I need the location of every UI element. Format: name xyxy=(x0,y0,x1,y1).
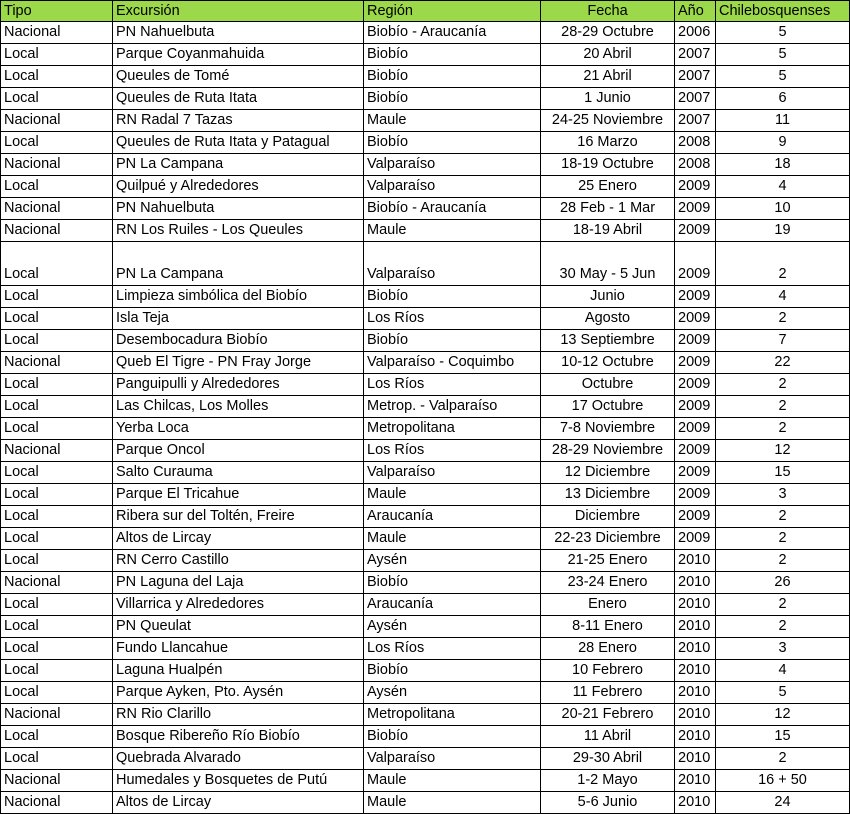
cell-excursion: RN Cerro Castillo xyxy=(113,550,364,572)
cell-fecha: Diciembre xyxy=(541,506,675,528)
table-row xyxy=(1,506,850,528)
cell-region: Los Ríos xyxy=(364,440,541,462)
cell-chilebosquenses: 16 + 50 xyxy=(716,770,850,792)
cell-region: Valparaíso xyxy=(364,242,541,286)
cell-fecha: 10 Febrero xyxy=(541,660,675,682)
cell-tipo: Local xyxy=(1,616,113,638)
cell-chilebosquenses: 2 xyxy=(716,550,850,572)
cell-region: Biobío xyxy=(364,660,541,682)
cell-ano: 2009 xyxy=(675,242,716,286)
cell-excursion: Limpieza simbólica del Biobío xyxy=(113,286,364,308)
cell-fecha: 7-8 Noviembre xyxy=(541,418,675,440)
cell-excursion: RN Rio Clarillo xyxy=(113,704,364,726)
cell-tipo: Local xyxy=(1,132,113,154)
cell-region: Valparaíso xyxy=(364,462,541,484)
cell-region: Biobío xyxy=(364,726,541,748)
table-row xyxy=(1,704,850,726)
header-fecha: Fecha xyxy=(541,1,675,22)
cell-ano: 2007 xyxy=(675,110,716,132)
cell-chilebosquenses: 12 xyxy=(716,440,850,462)
cell-excursion: PN Laguna del Laja xyxy=(113,572,364,594)
table-row xyxy=(1,22,850,44)
cell-region: Biobío xyxy=(364,44,541,66)
cell-ano: 2010 xyxy=(675,638,716,660)
cell-excursion: Queules de Ruta Itata y Patagual xyxy=(113,132,364,154)
cell-chilebosquenses: 24 xyxy=(716,792,850,814)
cell-tipo: Nacional xyxy=(1,154,113,176)
table-row xyxy=(1,154,850,176)
cell-tipo: Local xyxy=(1,726,113,748)
cell-region: Aysén xyxy=(364,550,541,572)
cell-ano: 2010 xyxy=(675,594,716,616)
cell-tipo: Local xyxy=(1,330,113,352)
table-row xyxy=(1,110,850,132)
cell-excursion: Quilpué y Alrededores xyxy=(113,176,364,198)
cell-excursion: PN Nahuelbuta xyxy=(113,198,364,220)
cell-ano: 2007 xyxy=(675,44,716,66)
header-row xyxy=(1,1,850,22)
table-row xyxy=(1,88,850,110)
cell-ano: 2009 xyxy=(675,352,716,374)
cell-ano: 2008 xyxy=(675,132,716,154)
cell-excursion: Queules de Ruta Itata xyxy=(113,88,364,110)
table-row xyxy=(1,660,850,682)
cell-fecha: 28-29 Octubre xyxy=(541,22,675,44)
cell-fecha: 20-21 Febrero xyxy=(541,704,675,726)
cell-region: Metropolitana xyxy=(364,704,541,726)
cell-tipo: Local xyxy=(1,660,113,682)
cell-chilebosquenses: 5 xyxy=(716,66,850,88)
cell-ano: 2006 xyxy=(675,22,716,44)
cell-chilebosquenses: 2 xyxy=(716,418,850,440)
cell-excursion: PN La Campana xyxy=(113,154,364,176)
cell-fecha: 11 Febrero xyxy=(541,682,675,704)
table-row xyxy=(1,550,850,572)
cell-region: Biobío xyxy=(364,132,541,154)
cell-excursion: Queules de Tomé xyxy=(113,66,364,88)
cell-excursion: Yerba Loca xyxy=(113,418,364,440)
cell-chilebosquenses: 15 xyxy=(716,726,850,748)
cell-fecha: 21-25 Enero xyxy=(541,550,675,572)
cell-chilebosquenses: 2 xyxy=(716,242,850,286)
cell-ano: 2009 xyxy=(675,396,716,418)
table-row xyxy=(1,572,850,594)
header-tipo: Tipo xyxy=(1,1,113,22)
cell-excursion: Parque Oncol xyxy=(113,440,364,462)
table-row xyxy=(1,308,850,330)
table-row xyxy=(1,220,850,242)
cell-excursion: Altos de Lircay xyxy=(113,792,364,814)
cell-region: Valparaíso xyxy=(364,154,541,176)
cell-region: Valparaíso xyxy=(364,748,541,770)
table-row xyxy=(1,418,850,440)
cell-excursion: Parque Ayken, Pto. Aysén xyxy=(113,682,364,704)
table-row xyxy=(1,792,850,814)
cell-region: Biobío xyxy=(364,66,541,88)
cell-excursion: PN Nahuelbuta xyxy=(113,22,364,44)
cell-chilebosquenses: 3 xyxy=(716,638,850,660)
cell-tipo: Local xyxy=(1,44,113,66)
cell-chilebosquenses: 11 xyxy=(716,110,850,132)
cell-chilebosquenses: 2 xyxy=(716,616,850,638)
cell-excursion: Queb El Tigre - PN Fray Jorge xyxy=(113,352,364,374)
cell-excursion: RN Radal 7 Tazas xyxy=(113,110,364,132)
cell-ano: 2009 xyxy=(675,176,716,198)
cell-fecha: Agosto xyxy=(541,308,675,330)
cell-fecha: 29-30 Abril xyxy=(541,748,675,770)
cell-ano: 2010 xyxy=(675,682,716,704)
cell-fecha: 22-23 Diciembre xyxy=(541,528,675,550)
cell-chilebosquenses: 2 xyxy=(716,506,850,528)
cell-chilebosquenses: 19 xyxy=(716,220,850,242)
cell-fecha: 8-11 Enero xyxy=(541,616,675,638)
cell-tipo: Local xyxy=(1,242,113,286)
cell-region: Maule xyxy=(364,528,541,550)
cell-region: Los Ríos xyxy=(364,374,541,396)
cell-fecha: 21 Abril xyxy=(541,66,675,88)
cell-ano: 2008 xyxy=(675,154,716,176)
cell-excursion: Altos de Lircay xyxy=(113,528,364,550)
cell-ano: 2007 xyxy=(675,88,716,110)
cell-ano: 2009 xyxy=(675,286,716,308)
cell-fecha: 25 Enero xyxy=(541,176,675,198)
cell-excursion: Humedales y Bosquetes de Putú xyxy=(113,770,364,792)
cell-ano: 2009 xyxy=(675,528,716,550)
cell-tipo: Local xyxy=(1,308,113,330)
cell-excursion: Fundo Llancahue xyxy=(113,638,364,660)
cell-ano: 2010 xyxy=(675,660,716,682)
cell-fecha: 1 Junio xyxy=(541,88,675,110)
table-row xyxy=(1,594,850,616)
table-row xyxy=(1,462,850,484)
cell-tipo: Local xyxy=(1,638,113,660)
cell-ano: 2010 xyxy=(675,770,716,792)
cell-fecha: 13 Septiembre xyxy=(541,330,675,352)
cell-excursion: Las Chilcas, Los Molles xyxy=(113,396,364,418)
cell-excursion: Desembocadura Biobío xyxy=(113,330,364,352)
cell-ano: 2009 xyxy=(675,418,716,440)
cell-ano: 2009 xyxy=(675,440,716,462)
cell-chilebosquenses: 4 xyxy=(716,176,850,198)
cell-tipo: Nacional xyxy=(1,110,113,132)
cell-excursion: PN Queulat xyxy=(113,616,364,638)
cell-chilebosquenses: 5 xyxy=(716,22,850,44)
cell-excursion: Isla Teja xyxy=(113,308,364,330)
cell-chilebosquenses: 12 xyxy=(716,704,850,726)
cell-ano: 2009 xyxy=(675,462,716,484)
cell-fecha: 18-19 Octubre xyxy=(541,154,675,176)
table-row xyxy=(1,440,850,462)
cell-tipo: Local xyxy=(1,528,113,550)
table-row xyxy=(1,484,850,506)
cell-region: Biobío - Araucanía xyxy=(364,198,541,220)
cell-tipo: Nacional xyxy=(1,352,113,374)
cell-tipo: Local xyxy=(1,462,113,484)
cell-excursion: RN Los Ruiles - Los Queules xyxy=(113,220,364,242)
cell-excursion: Laguna Hualpén xyxy=(113,660,364,682)
cell-tipo: Nacional xyxy=(1,792,113,814)
table-row xyxy=(1,132,850,154)
cell-region: Maule xyxy=(364,484,541,506)
cell-region: Metropolitana xyxy=(364,418,541,440)
cell-tipo: Nacional xyxy=(1,770,113,792)
cell-region: Valparaíso xyxy=(364,176,541,198)
cell-chilebosquenses: 3 xyxy=(716,484,850,506)
cell-ano: 2009 xyxy=(675,220,716,242)
cell-region: Aysén xyxy=(364,682,541,704)
cell-tipo: Nacional xyxy=(1,198,113,220)
cell-excursion: Bosque Ribereño Río Biobío xyxy=(113,726,364,748)
cell-chilebosquenses: 9 xyxy=(716,132,850,154)
cell-chilebosquenses: 2 xyxy=(716,308,850,330)
cell-chilebosquenses: 18 xyxy=(716,154,850,176)
cell-chilebosquenses: 7 xyxy=(716,330,850,352)
cell-tipo: Local xyxy=(1,66,113,88)
cell-fecha: 24-25 Noviembre xyxy=(541,110,675,132)
table-row xyxy=(1,176,850,198)
cell-fecha: 30 May - 5 Jun xyxy=(541,242,675,286)
cell-tipo: Local xyxy=(1,550,113,572)
cell-region: Valparaíso - Coquimbo xyxy=(364,352,541,374)
cell-fecha: 18-19 Abril xyxy=(541,220,675,242)
cell-chilebosquenses: 26 xyxy=(716,572,850,594)
table-row xyxy=(1,528,850,550)
cell-chilebosquenses: 5 xyxy=(716,44,850,66)
cell-ano: 2009 xyxy=(675,330,716,352)
table-row xyxy=(1,352,850,374)
cell-fecha: 10-12 Octubre xyxy=(541,352,675,374)
table-row xyxy=(1,242,850,286)
cell-fecha: 1-2 Mayo xyxy=(541,770,675,792)
cell-ano: 2009 xyxy=(675,484,716,506)
table-row xyxy=(1,198,850,220)
cell-ano: 2010 xyxy=(675,616,716,638)
cell-chilebosquenses: 10 xyxy=(716,198,850,220)
cell-ano: 2009 xyxy=(675,374,716,396)
cell-fecha: 28 Feb - 1 Mar xyxy=(541,198,675,220)
cell-region: Araucanía xyxy=(364,594,541,616)
cell-ano: 2010 xyxy=(675,704,716,726)
table-row xyxy=(1,330,850,352)
cell-region: Biobío xyxy=(364,572,541,594)
cell-ano: 2010 xyxy=(675,550,716,572)
header-excursion: Excursión xyxy=(113,1,364,22)
cell-tipo: Local xyxy=(1,594,113,616)
cell-chilebosquenses: 4 xyxy=(716,286,850,308)
cell-ano: 2010 xyxy=(675,726,716,748)
table-row xyxy=(1,682,850,704)
cell-chilebosquenses: 4 xyxy=(716,660,850,682)
cell-chilebosquenses: 2 xyxy=(716,748,850,770)
cell-fecha: Octubre xyxy=(541,374,675,396)
cell-fecha: Junio xyxy=(541,286,675,308)
table-row xyxy=(1,748,850,770)
table-row xyxy=(1,286,850,308)
header-ano: Año xyxy=(675,1,716,22)
cell-region: Araucanía xyxy=(364,506,541,528)
cell-ano: 2010 xyxy=(675,792,716,814)
cell-tipo: Local xyxy=(1,396,113,418)
table-body xyxy=(1,22,850,814)
table-row xyxy=(1,374,850,396)
table-row xyxy=(1,44,850,66)
cell-ano: 2010 xyxy=(675,748,716,770)
table-row xyxy=(1,770,850,792)
cell-region: Los Ríos xyxy=(364,638,541,660)
header-region: Región xyxy=(364,1,541,22)
cell-fecha: 28 Enero xyxy=(541,638,675,660)
cell-tipo: Local xyxy=(1,506,113,528)
cell-tipo: Local xyxy=(1,176,113,198)
cell-tipo: Local xyxy=(1,374,113,396)
cell-fecha: 16 Marzo xyxy=(541,132,675,154)
table-row xyxy=(1,66,850,88)
cell-region: Maule xyxy=(364,792,541,814)
table-row xyxy=(1,616,850,638)
cell-excursion: Parque El Tricahue xyxy=(113,484,364,506)
cell-ano: 2007 xyxy=(675,66,716,88)
cell-region: Metrop. - Valparaíso xyxy=(364,396,541,418)
cell-excursion: Parque Coyanmahuida xyxy=(113,44,364,66)
cell-fecha: 20 Abril xyxy=(541,44,675,66)
cell-fecha: 13 Diciembre xyxy=(541,484,675,506)
cell-fecha: Enero xyxy=(541,594,675,616)
cell-chilebosquenses: 2 xyxy=(716,528,850,550)
cell-tipo: Local xyxy=(1,418,113,440)
cell-chilebosquenses: 22 xyxy=(716,352,850,374)
cell-excursion: Ribera sur del Toltén, Freire xyxy=(113,506,364,528)
cell-fecha: 23-24 Enero xyxy=(541,572,675,594)
cell-excursion: Villarrica y Alrededores xyxy=(113,594,364,616)
cell-ano: 2009 xyxy=(675,198,716,220)
cell-tipo: Local xyxy=(1,748,113,770)
cell-fecha: 5-6 Junio xyxy=(541,792,675,814)
cell-excursion: Quebrada Alvarado xyxy=(113,748,364,770)
cell-tipo: Nacional xyxy=(1,440,113,462)
cell-region: Biobío xyxy=(364,330,541,352)
cell-region: Biobío xyxy=(364,286,541,308)
header-chilebosquenses: Chilebosquenses xyxy=(716,1,850,22)
cell-fecha: 28-29 Noviembre xyxy=(541,440,675,462)
cell-chilebosquenses: 2 xyxy=(716,396,850,418)
cell-tipo: Local xyxy=(1,88,113,110)
cell-excursion: Panguipulli y Alrededores xyxy=(113,374,364,396)
table-row xyxy=(1,638,850,660)
cell-region: Biobío xyxy=(364,88,541,110)
cell-chilebosquenses: 15 xyxy=(716,462,850,484)
cell-tipo: Nacional xyxy=(1,22,113,44)
table-row xyxy=(1,726,850,748)
cell-region: Maule xyxy=(364,110,541,132)
table-row xyxy=(1,396,850,418)
cell-chilebosquenses: 6 xyxy=(716,88,850,110)
cell-chilebosquenses: 2 xyxy=(716,594,850,616)
cell-chilebosquenses: 2 xyxy=(716,374,850,396)
cell-region: Biobío - Araucanía xyxy=(364,22,541,44)
cell-region: Los Ríos xyxy=(364,308,541,330)
cell-fecha: 12 Diciembre xyxy=(541,462,675,484)
cell-region: Aysén xyxy=(364,616,541,638)
cell-region: Maule xyxy=(364,220,541,242)
cell-tipo: Local xyxy=(1,286,113,308)
cell-chilebosquenses: 5 xyxy=(716,682,850,704)
cell-region: Maule xyxy=(364,770,541,792)
cell-tipo: Local xyxy=(1,484,113,506)
cell-ano: 2010 xyxy=(675,572,716,594)
cell-tipo: Local xyxy=(1,682,113,704)
cell-tipo: Nacional xyxy=(1,572,113,594)
cell-tipo: Nacional xyxy=(1,220,113,242)
cell-excursion: PN La Campana xyxy=(113,242,364,286)
cell-fecha: 11 Abril xyxy=(541,726,675,748)
cell-ano: 2009 xyxy=(675,308,716,330)
cell-excursion: Salto Curauma xyxy=(113,462,364,484)
cell-tipo: Nacional xyxy=(1,704,113,726)
cell-fecha: 17 Octubre xyxy=(541,396,675,418)
cell-ano: 2009 xyxy=(675,506,716,528)
